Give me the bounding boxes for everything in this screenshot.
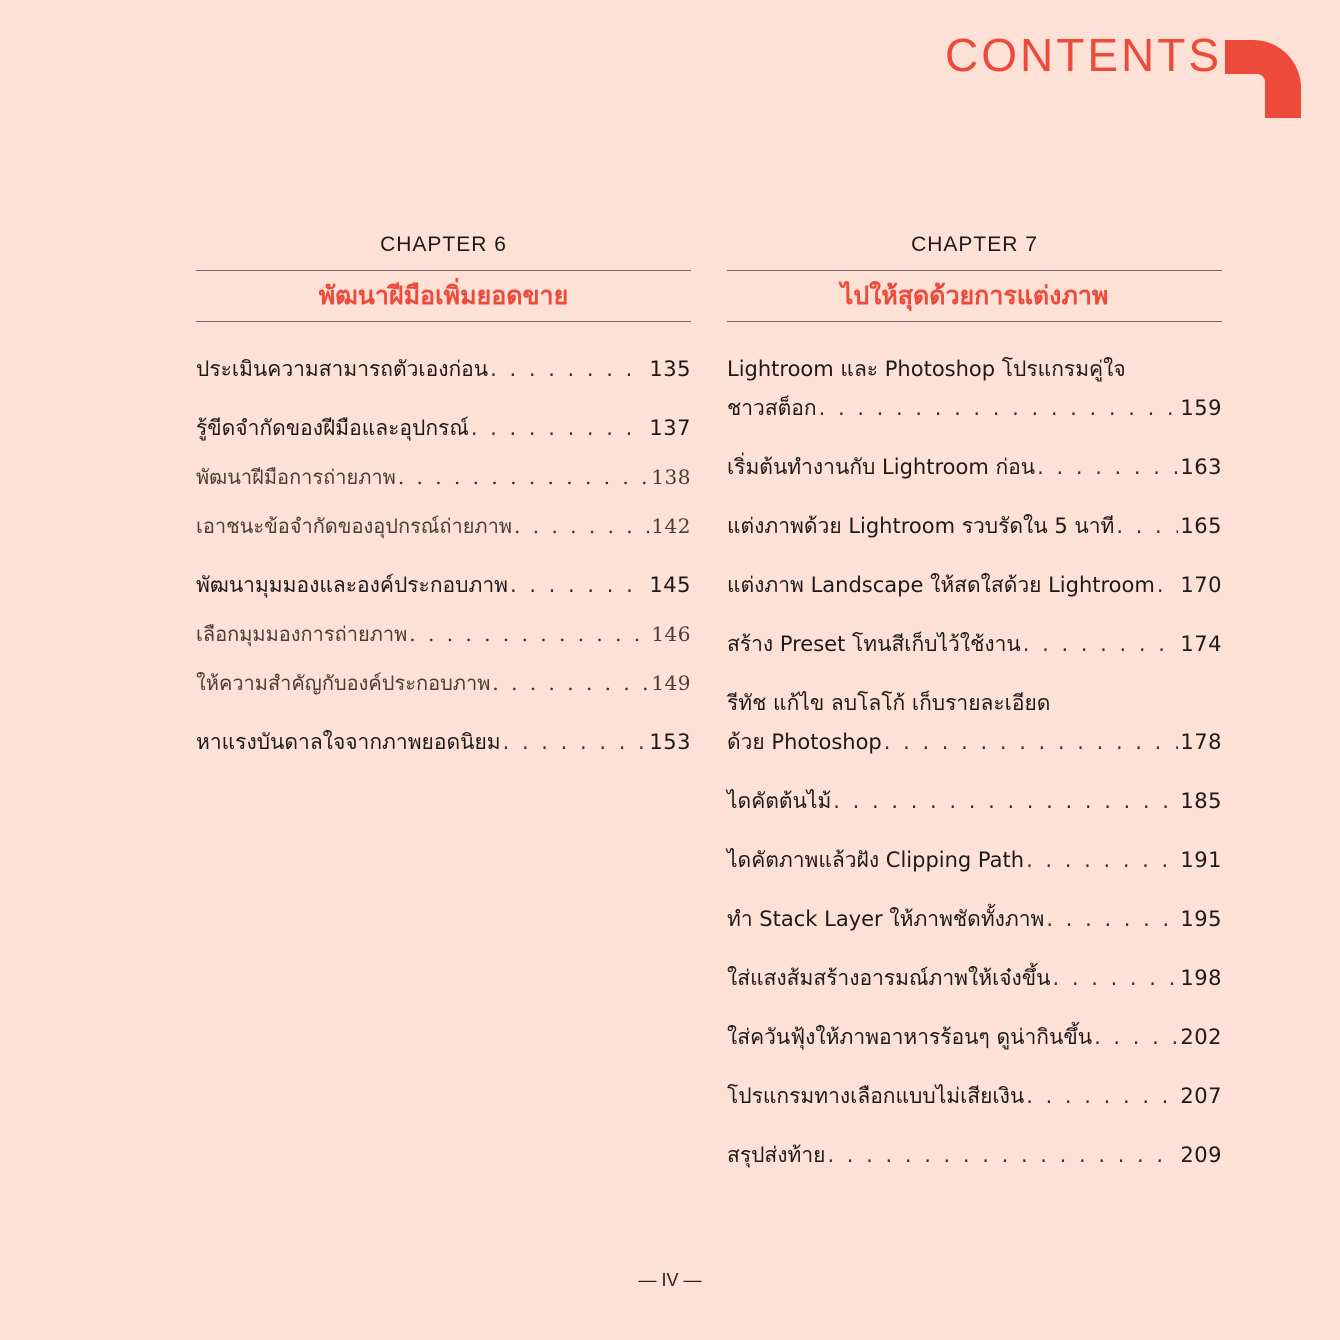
toc-entry-page: 163 bbox=[1180, 455, 1222, 479]
toc-entry[interactable] bbox=[196, 566, 691, 605]
leader-dots bbox=[1026, 1077, 1178, 1116]
toc-entry-page: 178 bbox=[1180, 730, 1222, 754]
toc-entry-title: ทำ Stack Layer ให้ภาพชัดทั้งภาพ bbox=[727, 907, 1045, 931]
toc-entry-title: หาแรงบันดาลใจจากภาพยอดนิยม bbox=[196, 730, 501, 754]
toc-entry-title: ใส่แสงส้มสร้างอารมณ์ภาพให้เจ๋งขึ้น bbox=[727, 966, 1051, 990]
contents-heading: CONTENTS bbox=[945, 29, 1222, 81]
leader-dots bbox=[1023, 625, 1179, 664]
toc-entry-title: รู้ขีดจำกัดของฝีมือและอุปกรณ์ bbox=[196, 416, 469, 440]
chapter-6-title: พัฒนาฝีมือเพิ่มยอดขาย bbox=[196, 270, 691, 322]
toc-entry-title: แต่งภาพด้วย Lightroom รวบรัดใน 5 นาที bbox=[727, 514, 1115, 538]
toc-entry-page: 191 bbox=[1180, 848, 1222, 872]
toc-entry-page: 146 bbox=[651, 622, 691, 646]
toc-entry-title: เริ่มต้นทำงานกับ Lightroom ก่อน bbox=[727, 455, 1036, 479]
chapter-6-label: CHAPTER 6 bbox=[380, 233, 507, 256]
toc-entry-title: สร้าง Preset โทนสีเก็บไว้ใช้งาน bbox=[727, 632, 1021, 656]
toc-entry-title: โปรแกรมทางเลือกแบบไม่เสียเงิน bbox=[727, 1084, 1025, 1108]
toc-entry-page: 195 bbox=[1180, 907, 1222, 931]
toc-entry[interactable] bbox=[727, 1018, 1222, 1057]
toc-entry-page: 137 bbox=[649, 416, 691, 440]
leader-dots bbox=[1094, 1018, 1178, 1057]
toc-entry-title: ไดคัตภาพแล้วฝัง Clipping Path bbox=[727, 848, 1025, 872]
toc-entry[interactable] bbox=[727, 959, 1222, 998]
toc-entry-title: พัฒนาฝีมือการถ่ายภาพ bbox=[196, 465, 396, 489]
toc-entry[interactable] bbox=[727, 507, 1222, 546]
toc-entry-title: เลือกมุมมองการถ่ายภาพ bbox=[196, 622, 408, 646]
toc-entry-page: 159 bbox=[1180, 396, 1222, 420]
toc-entry-title: สรุปส่งท้าย bbox=[727, 1143, 826, 1167]
leader-dots bbox=[1157, 566, 1179, 605]
leader-dots bbox=[398, 458, 650, 497]
toc-entry-title: แต่งภาพ Landscape ให้สดใสด้วย Lightroom bbox=[727, 573, 1155, 597]
toc-entry[interactable] bbox=[727, 1077, 1222, 1116]
toc-subentry[interactable] bbox=[196, 664, 691, 703]
leader-dots bbox=[1053, 959, 1179, 998]
leader-dots bbox=[471, 409, 648, 448]
toc-entry[interactable] bbox=[727, 900, 1222, 939]
leader-dots bbox=[819, 389, 1179, 428]
toc-entry-page: 209 bbox=[1180, 1143, 1222, 1167]
toc-subentry[interactable] bbox=[196, 507, 691, 546]
leader-dots bbox=[833, 782, 1178, 821]
leader-dots bbox=[827, 1136, 1178, 1175]
toc-entry-title: รีทัช แก้ไข ลบโลโก้ เก็บรายละเอียด bbox=[727, 691, 1051, 715]
toc-entry-page: 202 bbox=[1180, 1025, 1222, 1049]
toc-entry-page: 174 bbox=[1180, 632, 1222, 656]
toc-entry[interactable] bbox=[727, 782, 1222, 821]
toc-entry-title: ไดคัตต้นไม้ bbox=[727, 789, 832, 813]
toc-entry-page: 170 bbox=[1180, 573, 1222, 597]
leader-dots bbox=[1116, 507, 1178, 546]
leader-dots bbox=[492, 664, 649, 703]
toc-entry[interactable] bbox=[727, 566, 1222, 605]
toc-entry-page: 145 bbox=[649, 573, 691, 597]
page-number: — IV — bbox=[638, 1270, 702, 1290]
toc-entry-title: ใส่ควันฟุ้งให้ภาพอาหารร้อนๆ ดูน่ากินขึ้น bbox=[727, 1025, 1093, 1049]
toc-entry-page: 153 bbox=[649, 730, 691, 754]
toc-entry-page: 149 bbox=[651, 671, 691, 695]
toc-entry-page: 138 bbox=[651, 465, 691, 489]
toc-entry-two-line[interactable] bbox=[727, 350, 1222, 428]
leader-dots bbox=[1046, 900, 1178, 939]
toc-entry[interactable] bbox=[196, 723, 691, 762]
toc-entry-page: 165 bbox=[1180, 514, 1222, 538]
chapter-7-label: CHAPTER 7 bbox=[911, 233, 1038, 256]
chapter-7-column bbox=[727, 232, 1222, 1175]
toc-entry-title: เอาชนะข้อจำกัดของอุปกรณ์ถ่ายภาพ bbox=[196, 514, 513, 538]
toc-subentry[interactable] bbox=[196, 458, 691, 497]
toc-entry[interactable] bbox=[727, 448, 1222, 487]
leader-dots bbox=[503, 723, 648, 762]
toc-entry-title: พัฒนามุมมองและองค์ประกอบภาพ bbox=[196, 573, 508, 597]
leader-dots bbox=[514, 507, 649, 546]
chapter-6-column bbox=[196, 232, 691, 762]
toc-entry-title: ประเมินความสามารถตัวเองก่อน bbox=[196, 357, 489, 381]
leader-dots bbox=[510, 566, 647, 605]
toc-entry[interactable] bbox=[727, 1136, 1222, 1175]
toc-entry-title-cont: ด้วย Photoshop bbox=[727, 730, 882, 754]
toc-entry-title-cont: ชาวสต็อก bbox=[727, 396, 817, 420]
toc-entry-page: 198 bbox=[1180, 966, 1222, 990]
leader-dots bbox=[490, 350, 647, 389]
toc-entry[interactable] bbox=[196, 350, 691, 389]
toc-entry-title: Lightroom และ Photoshop โปรแกรมคู่ใจ bbox=[727, 357, 1126, 381]
corner-mark-graphic bbox=[1225, 40, 1301, 118]
toc-entry-title: ให้ความสำคัญกับองค์ประกอบภาพ bbox=[196, 671, 491, 695]
toc-entry-page: 135 bbox=[649, 357, 691, 381]
toc-entry-two-line[interactable] bbox=[727, 684, 1222, 762]
leader-dots bbox=[884, 723, 1179, 762]
leader-dots bbox=[1037, 448, 1178, 487]
toc-entry-page: 185 bbox=[1180, 789, 1222, 813]
leader-dots bbox=[409, 615, 649, 654]
toc-entry[interactable] bbox=[727, 841, 1222, 880]
leader-dots bbox=[1026, 841, 1178, 880]
toc-entry-page: 207 bbox=[1180, 1084, 1222, 1108]
toc-entry[interactable] bbox=[196, 409, 691, 448]
toc-entry[interactable] bbox=[727, 625, 1222, 664]
toc-subentry[interactable] bbox=[196, 615, 691, 654]
chapter-7-title: ไปให้สุดด้วยการแต่งภาพ bbox=[727, 270, 1222, 322]
toc-entry-page: 142 bbox=[651, 514, 691, 538]
